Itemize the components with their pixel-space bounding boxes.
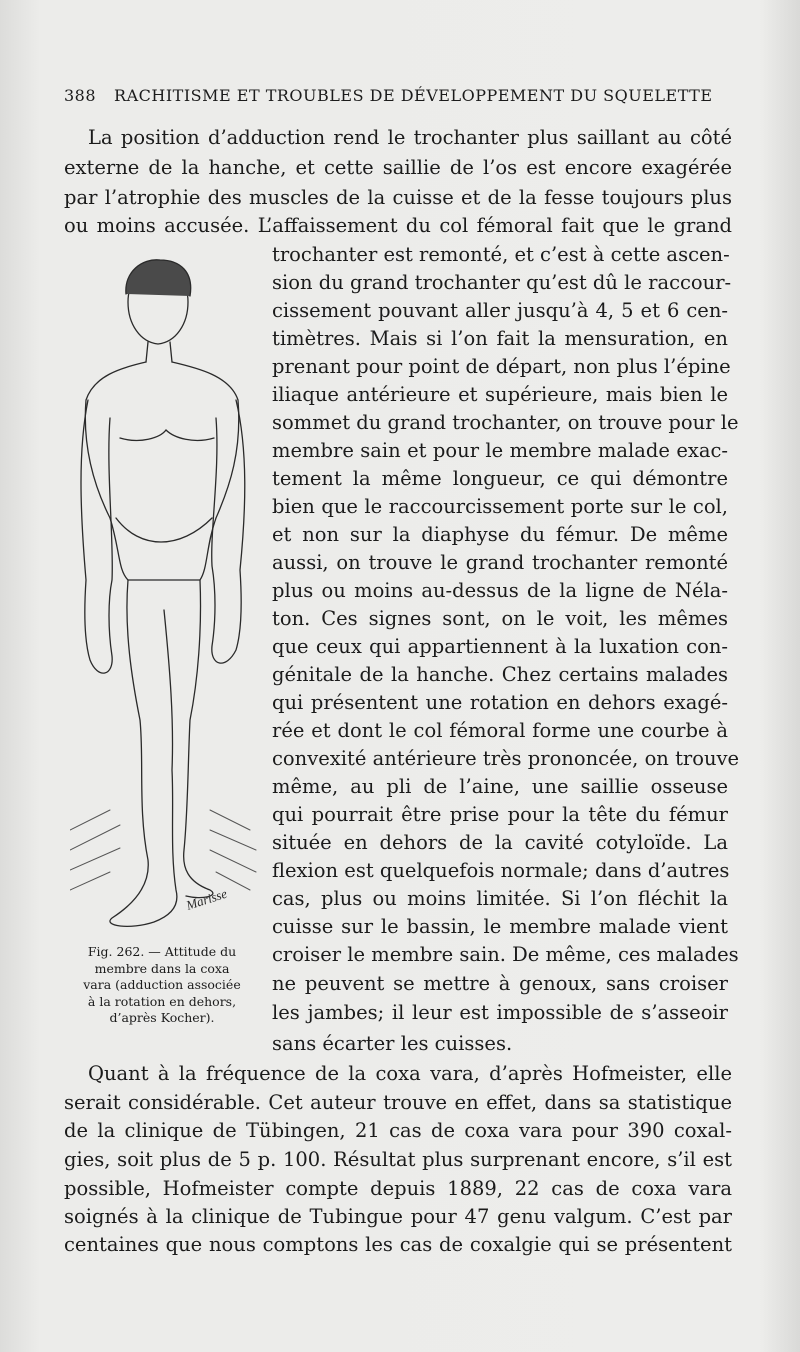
text-line: rée et dont le col fémoral forme une courbe à — [272, 719, 728, 742]
text-line: iliaque antérieure et supérieure, mais bien le — [272, 383, 728, 406]
caption-line: vara (adduction associée — [83, 977, 241, 992]
figure-left-arm — [81, 400, 112, 673]
text-line: croiser le membre sain. De même, ces malades — [272, 943, 739, 966]
caption-line: d’après Kocher). — [109, 1010, 215, 1025]
text-line: cissement pouvant aller jusqu’à 4, 5 et 6 cen- — [272, 299, 728, 322]
figure-left-leg — [110, 580, 177, 926]
figure-ground-shading — [70, 810, 256, 890]
text-line: génitale de la hanche. Chez certains malades — [272, 663, 728, 686]
text-line: de la clinique de Tübingen, 21 cas de coxa vara pour 390 coxal- — [64, 1119, 732, 1142]
text-line: sommet du grand trochanter, on trouve pour le — [272, 411, 739, 434]
text-line: Quant à la fréquence de la coxa vara, d’après Hofmeister, elle — [88, 1062, 732, 1085]
page-number: 388 — [64, 86, 97, 105]
figure-hair — [126, 260, 191, 296]
caption-line: Fig. 262. — Attitude du — [87, 944, 237, 959]
figure-neck — [146, 342, 172, 362]
text-line: convexité antérieure très prononcée, on trouve — [272, 747, 740, 770]
text-line: tement la même longueur, ce qui démontre — [272, 467, 728, 490]
text-line: possible, Hofmeister compte depuis 1889, 22 cas de coxa vara — [64, 1177, 732, 1200]
figure-signature: Marisse — [184, 885, 229, 913]
running-title: RACHITISME ET TROUBLES DE DÉVELOPPEMENT DU SQUELETTE — [114, 86, 713, 105]
text-line: cas, plus ou moins limitée. Si l’on fléchit la — [272, 887, 728, 910]
text-line: située en dehors de la cavité cotyloïde. La — [272, 831, 728, 854]
figure-illustration — [70, 250, 260, 940]
running-header — [64, 86, 716, 105]
figure-pelvis — [116, 518, 212, 542]
caption-line: membre dans la coxa — [94, 960, 230, 976]
text-line: sans écarter les cuisses. — [272, 1032, 513, 1055]
figure-right-arm — [212, 400, 245, 663]
text-line: qui présentent une rotation en dehors exagé- — [272, 691, 728, 714]
text-line: les jambes; il leur est impossible de s’asseoir — [272, 1001, 728, 1024]
text-line: prenant pour point de départ, non plus l’épine — [272, 355, 731, 378]
figure-right-leg — [184, 580, 213, 898]
caption-line: à la rotation en dehors, — [87, 993, 237, 1009]
text-line: gies, soit plus de 5 p. 100. Résultat plus surprenant encore, s’il est — [64, 1148, 732, 1171]
text-line: bien que le raccourcissement porte sur le col, — [272, 495, 728, 518]
figure-caption — [64, 944, 260, 1027]
text-line: qui pourrait être prise pour la tête du fémur — [272, 803, 728, 826]
text-line: externe de la hanche, et cette saillie de l’os est encore exagérée — [64, 156, 732, 179]
text-line: par l’atrophie des muscles de la cuisse et de la fesse toujours plus — [64, 186, 732, 209]
text-line: cuisse sur le bassin, le membre malade vient — [272, 915, 728, 938]
figure-chest — [120, 430, 214, 440]
text-line: sion du grand trochanter qu’est dû le raccour- — [272, 271, 732, 294]
text-line: ton. Ces signes sont, on le voit, les mêmes — [272, 607, 728, 630]
text-line: soignés à la clinique de Tubingue pour 47 genu valgum. C’est par — [64, 1205, 732, 1228]
text-line: timètres. Mais si l’on fait la mensuration, en — [272, 327, 728, 350]
text-line: ou moins accusée. L’affaissement du col fémoral fait que le grand — [64, 214, 732, 237]
text-line: que ceux qui appartiennent à la luxation con- — [272, 635, 728, 658]
text-line: et non sur la diaphyse du fémur. De même — [272, 523, 728, 546]
text-line: aussi, on trouve le grand trochanter remonté — [272, 551, 728, 574]
text-line: membre sain et pour le membre malade exac- — [272, 439, 728, 462]
text-line: même, au pli de l’aine, une saillie osseuse — [272, 775, 728, 798]
text-line: ne peuvent se mettre à genoux, sans croiser — [272, 972, 728, 995]
text-line: trochanter est remonté, et c’est à cette ascen- — [272, 243, 730, 266]
text-line: La position d’adduction rend le trochanter plus saillant au côté — [88, 126, 732, 149]
text-line: serait considérable. Cet auteur trouve en effet, dans sa statistique — [64, 1091, 732, 1114]
text-line: flexion est quelquefois normale; dans d’autres — [272, 859, 730, 882]
text-line: centaines que nous comptons les cas de coxalgie qui se présentent — [64, 1233, 732, 1256]
text-line: plus ou moins au-dessus de la ligne de Néla- — [272, 579, 728, 602]
